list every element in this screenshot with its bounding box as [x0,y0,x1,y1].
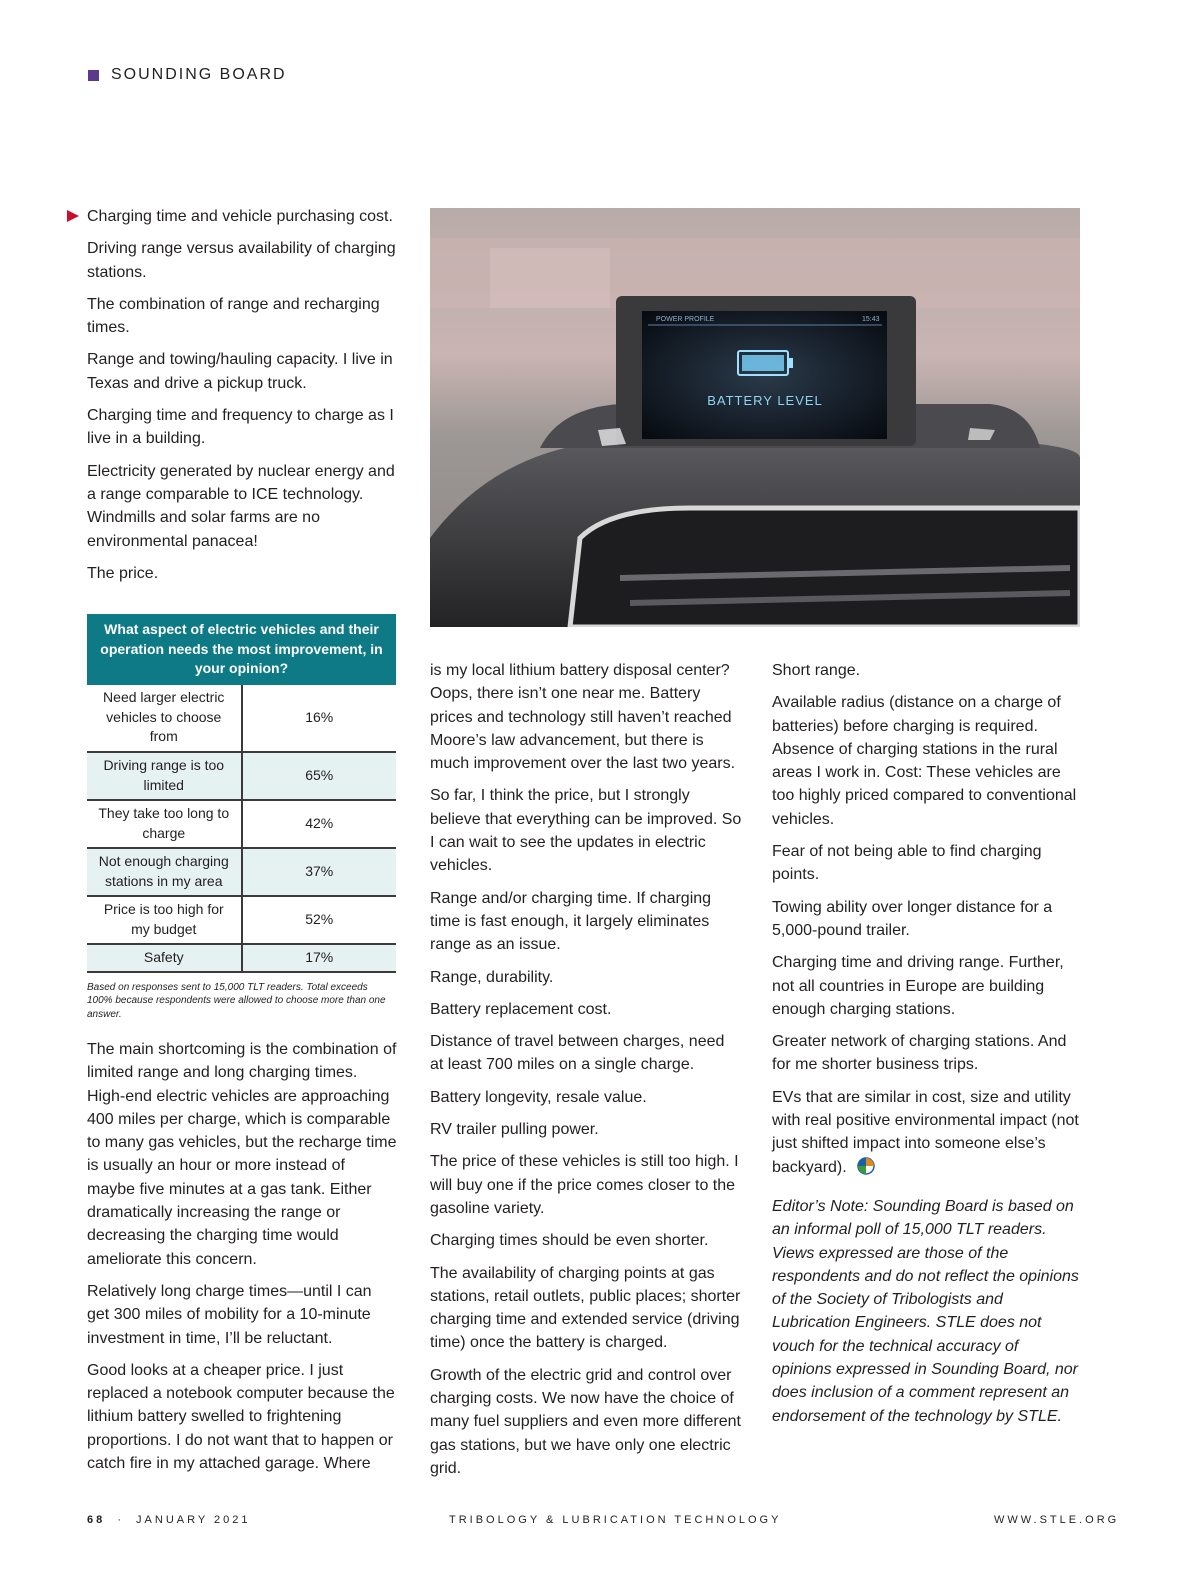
comment-paragraph: Driving range versus availability of charging stations. [87,240,396,281]
poll-answer: Driving range is too limited [87,752,242,800]
comment-paragraph: Charging time and vehicle purchasing cost. [87,205,397,228]
comment-paragraph: Fear of not being able to find charging points. [772,843,1042,884]
issue-date: JANUARY 2021 [136,1514,251,1526]
poll-answer: They take too long to charge [87,800,242,848]
poll-table [87,614,396,1021]
comment-paragraph: The price of these vehicles is still too high. I will buy one if the price comes closer to the gasoline variety. [430,1153,739,1217]
comment-paragraph: Battery longevity, resale value. [430,1088,647,1106]
comment-paragraph: Charging times should be even shorter. [430,1232,709,1250]
comment-paragraph: EVs that are similar in cost, size and utility with real positive environmental impact (not just shifted impact into someone else’s backyard). [772,1088,1079,1176]
comment-paragraph: Charging time and frequency to charge as I live in a building. [87,407,394,448]
column-1-top [87,205,397,594]
column-2 [430,659,742,1489]
comment-paragraph: Charging time and driving range. Further, not all countries in Europe are building enough charging stations. [772,954,1064,1018]
poll-percent: 37% [242,848,397,896]
comment-paragraph: Electricity generated by nuclear energy and a range comparable to ICE technology. Windmills and solar farms are no environmental panacea! [87,462,395,550]
comment-paragraph: Available radius (distance on a charge of batteries) before charging is required. Absence of charging stations in the rural areas I work in. Cost: These vehicles are too highly priced compared to conventional vehicles. [772,694,1077,828]
table-row [87,896,396,944]
poll-percent: 16% [242,685,397,752]
page-number: 68 [87,1514,106,1526]
comment-paragraph: The price. [87,564,159,582]
screen-label: BATTERY LEVEL [707,393,823,408]
comment-paragraph: Greater network of charging stations. And for me shorter business trips. [772,1033,1067,1074]
comment-paragraph: Range and towing/hauling capacity. I live in Texas and drive a pickup truck. [87,351,393,392]
footer-separator: · [117,1514,124,1526]
section-square-icon [88,70,99,81]
column-1-bottom [87,1038,397,1484]
comment-paragraph: So far, I think the price, but I strongly believe that everything can be improved. So I can wait to see the updates in electric vehicles. [430,787,742,875]
table-row [87,848,396,896]
poll-note: Based on responses sent to 15,000 TLT readers. Total exceeds 100% because respondents were allowed to choose more than one answer. [87,981,386,1020]
comment-paragraph: RV trailer pulling power. [430,1121,599,1139]
car-dashboard-photo [430,208,1080,627]
poll-percent: 52% [242,896,397,944]
publication-name: TRIBOLOGY & LUBRICATION TECHNOLOGY [449,1514,782,1526]
comment-paragraph: The main shortcoming is the combination of limited range and long charging times. High-end electric vehicles are approaching 400 miles per charge, which is comparable to many gas vehicles, but the recharge time is usually an hour or more instead of maybe five minutes at a gas tank. Either dramatically increasing the range or decreasing the charging time would ameliorate this concern. [87,1041,397,1268]
stle-end-mark-icon [857,1157,875,1175]
table-row [87,800,396,848]
comment-paragraph: The combination of range and recharging times. [87,295,380,337]
arrow-right-icon [67,210,79,222]
comment-paragraph: Towing ability over longer distance for a 5,000-pound trailer. [772,898,1053,939]
section-label: SOUNDING BOARD [111,66,287,83]
editor-note: Editor’s Note: Sounding Board is based on an informal poll of 15,000 TLT readers. Views expressed are those of the respondents and do not reflect the opinions of the Society of Tribologists and Lubrication Engineers. STLE does not vouch for the technical accuracy of opinions expressed in Sounding Board, nor does inclusion of a comment represent an endorsement of the technology by STLE. [772,1197,1079,1425]
poll-answer: Need larger electric vehicles to choose from [87,685,242,752]
poll-answer: Price is too high for my budget [87,896,242,944]
comment-paragraph: Distance of travel between charges, need at least 700 miles on a single charge. [430,1033,725,1074]
poll-answer: Not enough charging stations in my area [87,848,242,896]
poll-percent: 65% [242,752,397,800]
column-3 [772,659,1082,1437]
poll-results [87,685,396,973]
table-row [87,944,396,972]
screen-time: 15:43 [862,316,880,323]
comment-paragraph: Range, durability. [430,968,554,986]
table-row [87,685,396,752]
poll-answer: Safety [87,944,242,972]
poll-percent: 42% [242,800,397,848]
comment-paragraph: Growth of the electric grid and control over charging costs. We now have the choice of many fuel suppliers and even more different gas stations, but we have only one electric grid. [430,1366,741,1477]
section-tag [88,66,287,84]
comment-paragraph: Good looks at a cheaper price. I just replaced a notebook computer because the lithium battery swelled to frightening proportions. I do not want that to happen or catch fire in my attached garage. Where [87,1361,395,1473]
website-url: WWW.STLE.ORG [994,1514,1120,1526]
comment-paragraph: The availability of charging points at gas stations, retail outlets, public places; shorter charging time and extended service (driving time) once the battery is charged. [430,1264,741,1352]
poll-question: What aspect of electric vehicles and their operation needs the most improvement, in your opinion? [87,614,396,685]
comment-paragraph: Range and/or charging time. If charging time is fast enough, it largely eliminates range as an issue. [430,889,712,954]
comment-paragraph: Battery replacement cost. [430,1000,612,1018]
dashboard-illustration [430,208,1080,627]
comment-paragraph: is my local lithium battery disposal center? Oops, there isn’t one near me. Battery prices and technology still haven’t reached Moore’s law advancement, but there is much improvement over the last two years. [430,662,736,773]
screen-title: POWER PROFILE [656,316,715,323]
table-row [87,752,396,800]
footer-left [87,1514,251,1526]
poll-percent: 17% [242,944,397,972]
comment-paragraph: Relatively long charge times—until I can get 300 miles of mobility for a 10-minute investment in time, I’ll be reluctant. [87,1282,372,1347]
comment-paragraph: Short range. [772,662,861,679]
